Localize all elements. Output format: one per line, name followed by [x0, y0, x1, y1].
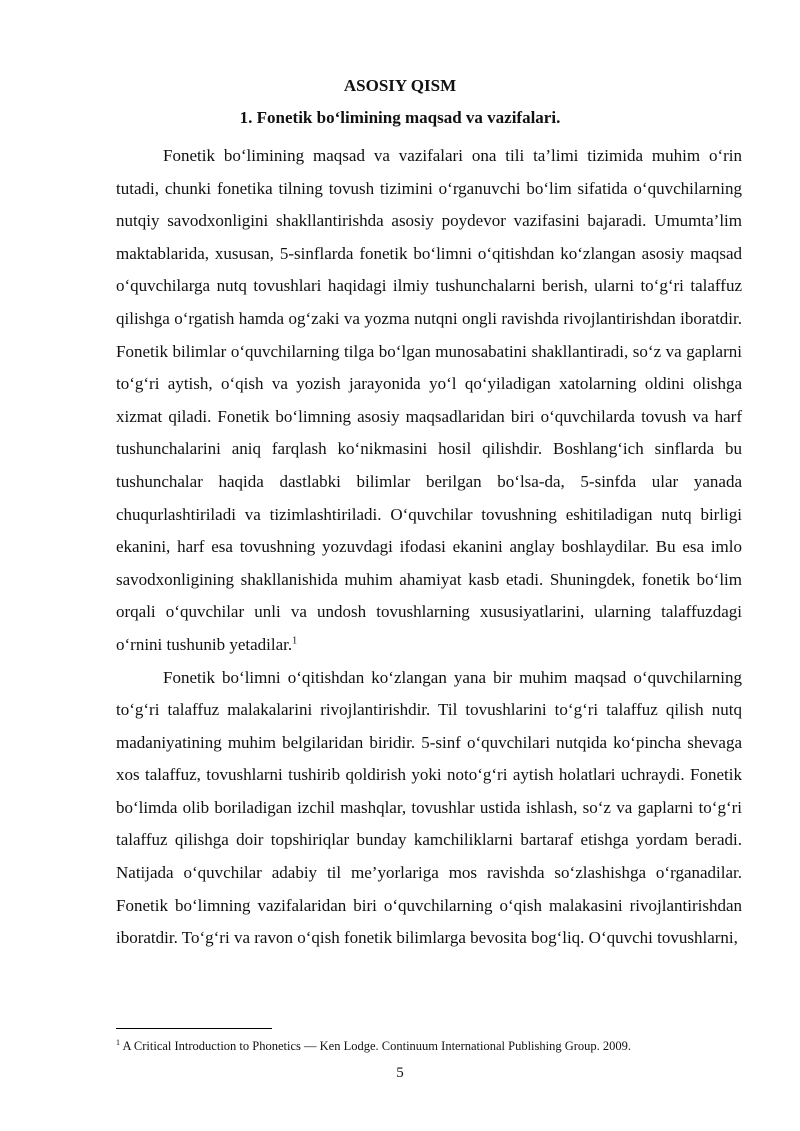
- footnote: [116, 1038, 742, 1054]
- paragraph: [116, 140, 742, 662]
- page-number: 5: [396, 1065, 404, 1081]
- footnote-reference[interactable]: 1: [292, 635, 298, 647]
- paragraph: [116, 662, 742, 955]
- paragraph-text: Fonetik bo‘limni o‘qitishdan ko‘zlangan yana bir muhim maqsad o‘quvchilarning to‘g‘ri talaffuz malakalarini rivojlantirishdir. Til tovushlarini to‘g‘ri talaffuz qilish nutq madaniyatining muhim belgilaridan biridir. 5-sinf o‘quvchilari nutqida ko‘pincha shevaga xos talaffuz, tovushlarni tushirib qoldirish yoki noto‘g‘ri aytish holatlari uchraydi. Fonetik bo‘limda olib boriladigan izchil mashqlar, tovushlar ustida ishlash, so‘z va gaplarni to‘g‘ri talaffuz qilishga doir topshiriqlar bunday kamchiliklarni bartaraf etishga yordam beradi. Natijada o‘quvchilar adabiy til me’yorlariga mos ravishda so‘zlashishga o‘rganadilar. Fonetik bo‘limning vazifalaridan biri o‘quvchilarning o‘qish malakasini rivojlantirishdan iboratdir. To‘g‘ri va ravon o‘qish fonetik bilimlarga bevosita bog‘liq. O‘quvchi tovushlarni,: [116, 667, 742, 948]
- body-text: [116, 140, 742, 955]
- section-title: ASOSIY QISM: [343, 76, 457, 95]
- footnote-marker: 1: [116, 1037, 120, 1047]
- subsection-title: 1. Fonetik bo‘limining maqsad va vazifalari.: [239, 108, 561, 127]
- paragraph-text: Fonetik bo‘limining maqsad va vazifalari ona tili ta’limi tizimida muhim o‘rin tutadi, chunki fonetika tilning tovush tizimini o‘rganuvchi bo‘lim sifatida o‘quvchilarning nutqiy savodxonligini shakllantirishda asosiy poydevor vazifasini bajaradi. Umumta’lim maktablarida, xususan, 5-sinflarda fonetik bo‘limni o‘qitishdan ko‘zlangan asosiy maqsad o‘quvchilarga nutq tovushlari haqidagi ilmiy tushunchalarni berish, ularni to‘g‘ri talaffuz qilishga o‘rgatish hamda og‘zaki va yozma nutqni ongli ravishda rivojlantirishdan iboratdir. Fonetik bilimlar o‘quvchilarning tilga bo‘lgan munosabatini shakllantiradi, so‘z va gaplarni to‘g‘ri aytish, o‘qish va yozish jarayonida yo‘l qo‘yiladigan xatolarning oldini olishga xizmat qiladi. Fonetik bo‘limning asosiy maqsadlaridan biri o‘quvchilarda tovush va harf tushunchalarini aniq farqlash ko‘nikmasini hosil qilishdir. Boshlang‘ich sinflarda bu tushunchalar haqida dastlabki bilimlar berilgan bo‘lsa-da, 5-sinfda ular yanada chuqurlashtiriladi va tizimlashtiriladi. O‘quvchilar tovushning eshitiladigan nutq birligi ekanini, harf esa tovushning yozuvdagi ifodasi ekanini anglay boshlaydilar. Bu esa imlo savodxonligining shakllanishida muhim ahamiyat kasb etadi. Shuningdek, fonetik bo‘lim orqali o‘quvchilar unli va undosh tovushlarning xususiyatlarini, ularning talaffuzdagi o‘rnini tushunib yetadilar.: [116, 146, 742, 654]
- footnote-text: A Critical Introduction to Phonetics — Ken Lodge. Continuum International Publishing Group. 2009.: [122, 1039, 632, 1053]
- footnote-divider: [116, 1028, 272, 1029]
